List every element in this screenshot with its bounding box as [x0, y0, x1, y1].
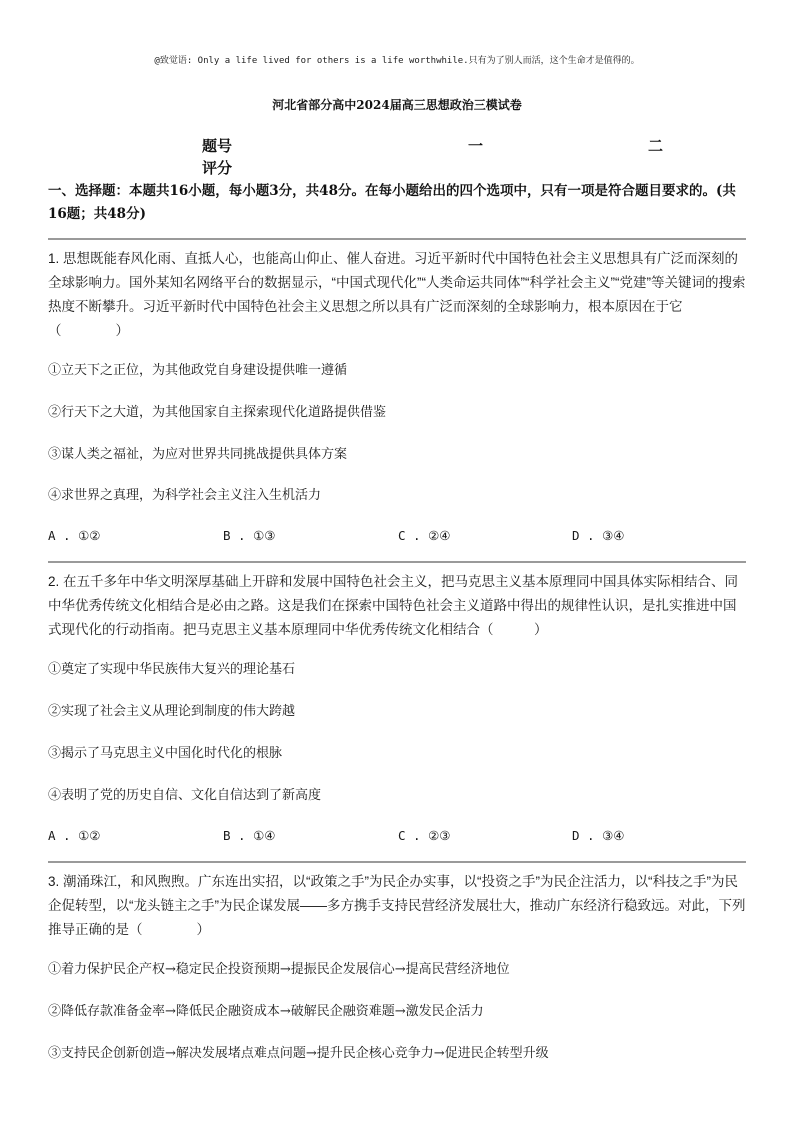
choice-c[interactable]: C . ②④ [398, 528, 451, 543]
question-3-stem: 3. 潮涌珠江，和风煦煦。广东连出实招，以“政策之手”为民企办实事，以“投资之手”为民企注活力，以“科技之手”为民企促转型，以“龙头链主之手”为民企谋发展——多方携手支持民营经济发展壮大，推动广东经济行稳致远。对此，下列推导正确的是（ ） [48, 874, 746, 937]
divider [48, 861, 746, 863]
choice-a[interactable]: A . ①② [48, 528, 101, 543]
divider [48, 238, 746, 240]
score-table-label-score: 评分 [202, 159, 233, 177]
question-2-option: ④表明了党的历史自信、文化自信达到了新高度 [48, 788, 322, 803]
choice-d[interactable]: D . ③④ [572, 828, 625, 843]
question-2-choices [48, 828, 748, 848]
question-2-stem: 2. 在五千多年中华文明深厚基础上开辟和发展中国特色社会主义，把马克思主义基本原理同中国具体实际相结合、同中华优秀传统文化相结合是必由之路。这是我们在探索中国特色社会主义道路中得出的规律性认识，是扎实推进中国式现代化的行动指南。把马克思主义基本原理同中华优秀传统文化相结合（ ） [48, 574, 739, 637]
question-1-option: ③谋人类之福祉，为应对世界共同挑战提供具体方案 [48, 447, 348, 462]
score-table-label-number: 题号 [202, 137, 233, 155]
divider [48, 561, 746, 563]
choice-d[interactable]: D . ③④ [572, 528, 625, 543]
question-3-option: ③支持民企创新创造→解决发展堵点难点问题→提升民企核心竞争力→促进民企转型升级 [48, 1046, 549, 1061]
choice-b[interactable]: B . ①④ [223, 828, 276, 843]
score-table-col-2: 二 [648, 137, 664, 155]
choice-b[interactable]: B . ①③ [223, 528, 276, 543]
question-3-option: ②降低存款准备金率→降低民企融资成本→破解民企融资难题→激发民企活力 [48, 1004, 484, 1019]
choice-a[interactable]: A . ①② [48, 828, 101, 843]
header-quote: @致觉语: Only a life lived for others is a life worthwhile.只有为了别人而活，这个生命才是值得的。 [154, 56, 640, 66]
score-table [0, 135, 794, 177]
question-2-option: ③揭示了马克思主义中国化时代化的根脉 [48, 746, 283, 761]
question-1-stem: 1. 思想既能春风化雨、直抵人心，也能高山仰止、催人奋进。习近平新时代中国特色社会主义思想具有广泛而深刻的全球影响力。国外某知名网络平台的数据显示，“中国式现代化”“人类命运共同体”“科学社会主义”“党建”等关键词的搜索热度不断攀升。习近平新时代中国特色社会主义思想之所以具有广泛而深刻的全球影响力，根本原因在于它（ ） [48, 251, 746, 338]
page-title: 河北省部分高中2024届高三思想政治三模试卷 [272, 98, 522, 112]
choice-c[interactable]: C . ②③ [398, 828, 451, 843]
question-1-option: ①立天下之正位，为其他政党自身建设提供唯一遵循 [48, 363, 348, 378]
question-2-option: ①奠定了实现中华民族伟大复兴的理论基石 [48, 662, 296, 677]
score-table-col-1: 一 [468, 137, 484, 155]
question-3-option: ①着力保护民企产权→稳定民企投资预期→提振民企发展信心→提高民营经济地位 [48, 962, 510, 977]
question-2-option: ②实现了社会主义从理论到制度的伟大跨越 [48, 704, 296, 719]
question-1-option: ④求世界之真理，为科学社会主义注入生机活力 [48, 488, 322, 503]
section-heading: 一、选择题：本题共16小题，每小题3分，共48分。在每小题给出的四个选项中，只有一项是符合题目要求的。(共16题；共48分) [48, 183, 736, 222]
question-1-option: ②行天下之大道，为其他国家自主探索现代化道路提供借鉴 [48, 405, 387, 420]
question-1-choices [48, 528, 748, 548]
